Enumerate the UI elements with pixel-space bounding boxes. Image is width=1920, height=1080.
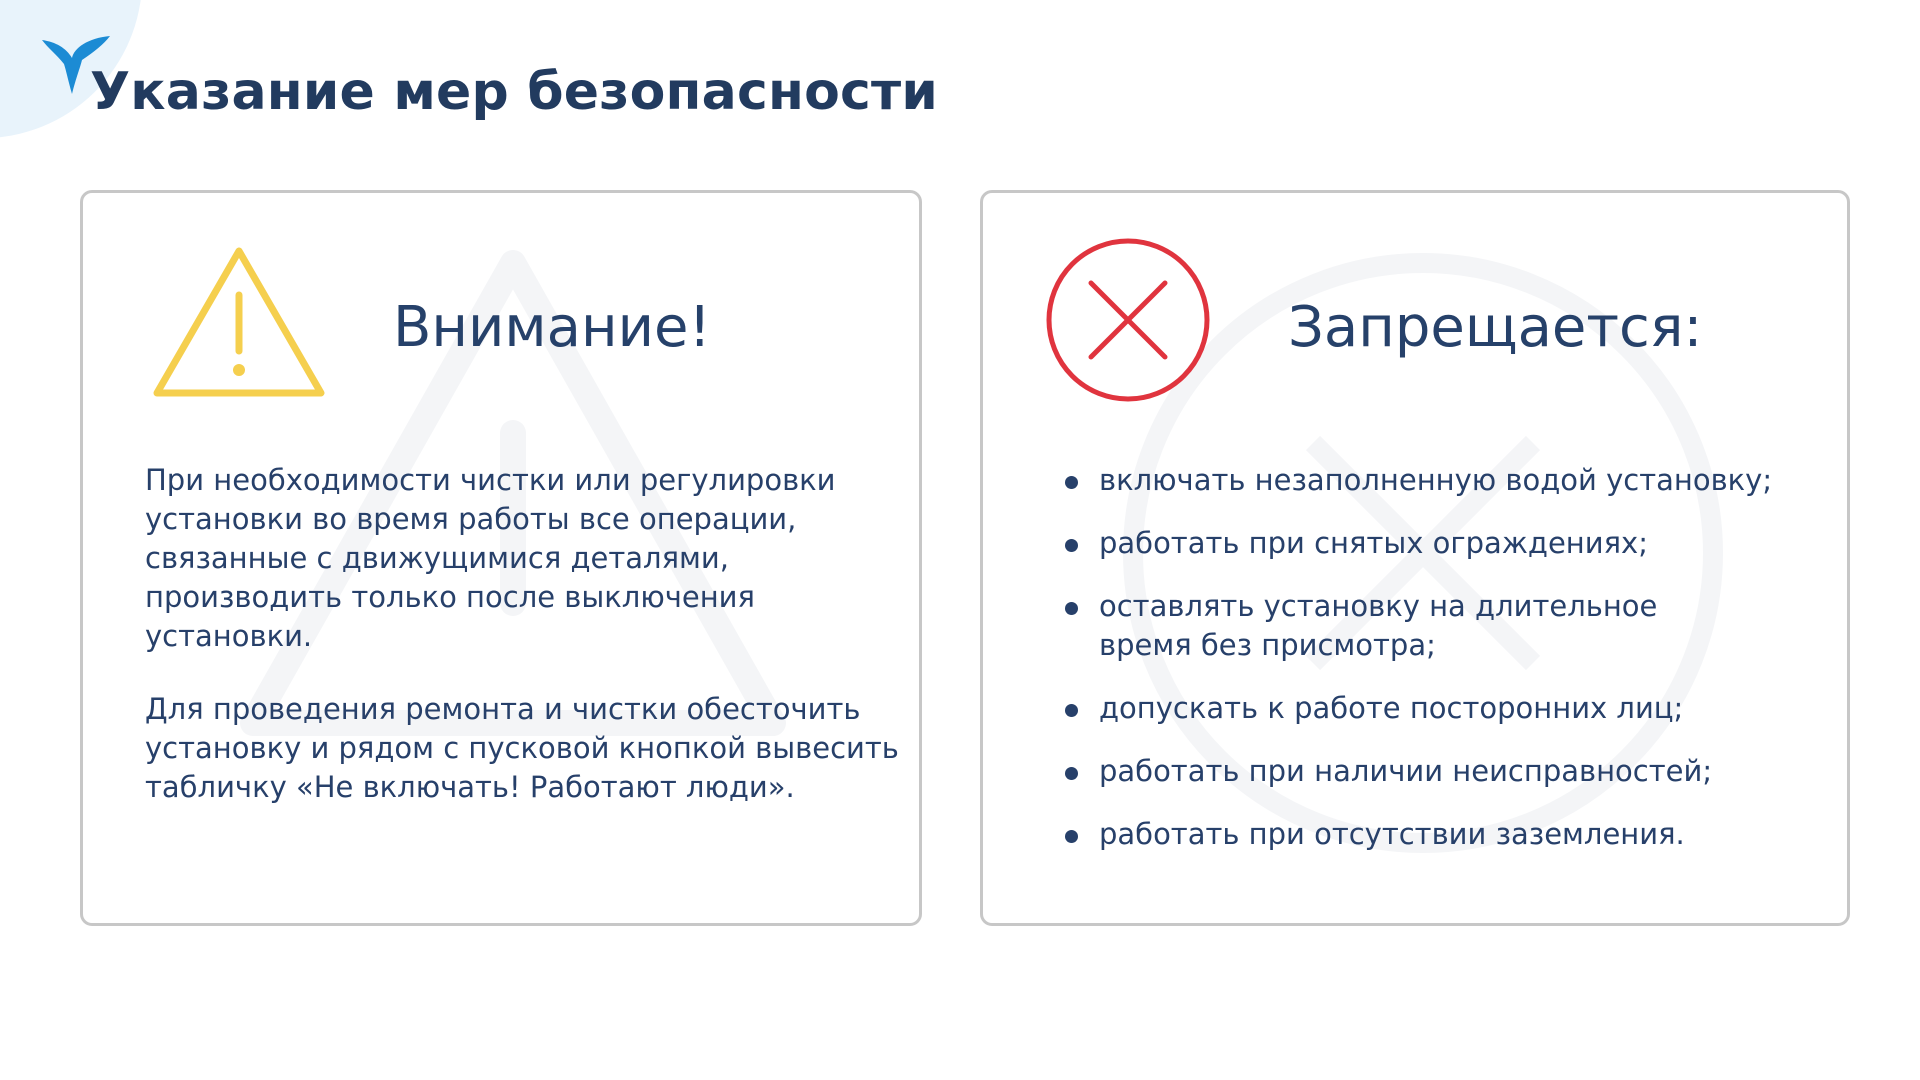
list-item-text: допускать к работе посторонних лиц;: [1099, 691, 1684, 725]
list-item-text: работать при снятых ограждениях;: [1099, 526, 1648, 560]
bullet-icon: [1065, 704, 1078, 717]
list-item: [1065, 524, 1825, 563]
list-item-text: оставлять установку на длительное время без присмотра;: [1099, 589, 1658, 662]
attention-card: [80, 190, 922, 926]
list-item: [1065, 461, 1825, 500]
bullet-icon: [1065, 830, 1078, 843]
list-item: [1065, 752, 1825, 791]
list-item-text: работать при отсутствии заземления.: [1099, 817, 1685, 851]
bullet-icon: [1065, 602, 1078, 615]
warning-triangle-icon: [149, 243, 329, 403]
list-item-text: работать при наличии неисправностей;: [1099, 754, 1713, 788]
attention-paragraph-2: Для проведения ремонта и чистки обесточить установку и рядом с пусковой кнопкой вывесить табличку «Не включать! Работают люди».: [145, 692, 899, 804]
bullet-icon: [1065, 476, 1078, 489]
attention-heading: Внимание!: [393, 295, 711, 360]
prohibited-heading: Запрещается:: [1288, 295, 1703, 360]
list-item: [1065, 689, 1825, 728]
bullet-icon: [1065, 767, 1078, 780]
prohibited-card: [980, 190, 1850, 926]
prohibited-cross-icon: [1043, 235, 1213, 405]
attention-paragraph-1: При необходимости чистки или регулировки установки во время работы все операции, связанные с движущимися деталями, производить только после выключения установки.: [145, 463, 836, 653]
bullet-icon: [1065, 539, 1078, 552]
attention-text: [145, 461, 905, 841]
list-item: [1065, 587, 1659, 665]
list-item-text: включать незаполненную водой установку;: [1099, 463, 1773, 497]
page-title: Указание мер безопасности: [90, 62, 939, 122]
list-item: [1065, 815, 1825, 854]
prohibited-list: [1065, 461, 1825, 878]
